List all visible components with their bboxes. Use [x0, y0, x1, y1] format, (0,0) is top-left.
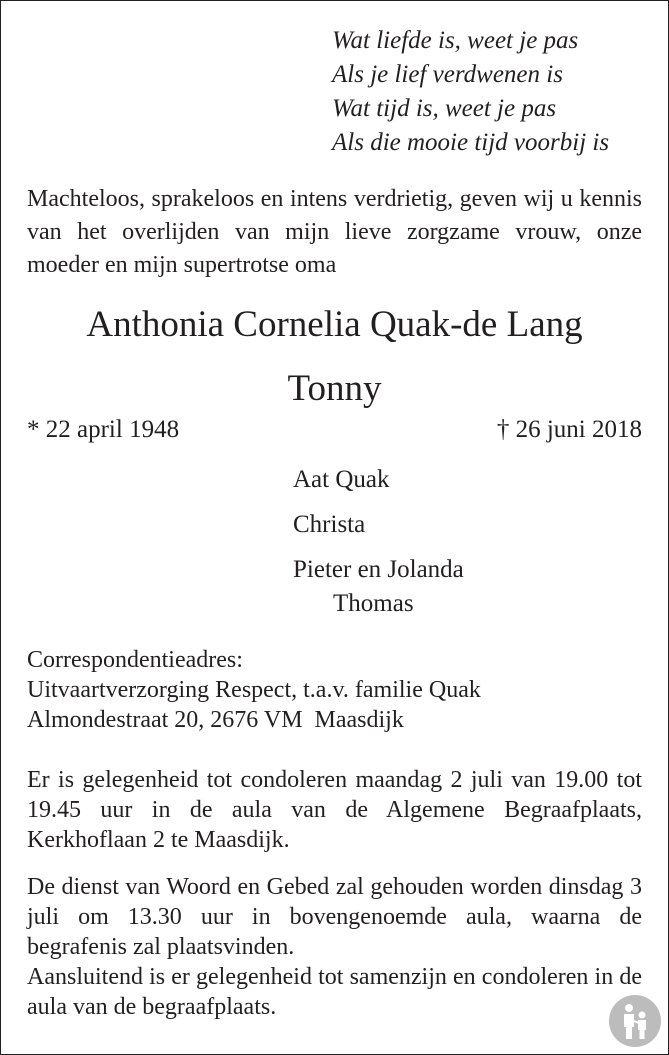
deceased-full-name: Anthonia Cornelia Quak-de Lang	[86, 304, 583, 345]
poem-line: Wat liefde is, weet je pas	[332, 27, 579, 54]
poem-line: Als je lief verdwenen is	[332, 61, 563, 88]
birth-date: * 22 april 1948	[27, 416, 180, 443]
family-member: Aat Quak	[293, 466, 390, 493]
poem	[332, 24, 609, 160]
intro-text: Machteloos, sprakeloos en intens verdrietig, geven wij u kennis van het overlijden van mijn lieve zorgzame vrouw, onze moeder en mijn supertrotse oma	[27, 186, 642, 278]
family-member: Pieter en Jolanda	[293, 556, 464, 583]
family-member: Christa	[293, 511, 366, 538]
service-paragraph: De dienst van Woord en Gebed zal gehouden worden dinsdag 3 juli om 13.30 uur in bovengenoemde aula, waarna de begrafenis zal plaatsvinden.	[27, 874, 642, 960]
memorial-figures-icon	[609, 995, 661, 1047]
poem-line: Als die mooie tijd voorbij is	[332, 129, 610, 156]
death-date: † 26 juni 2018	[496, 416, 642, 443]
deceased-nickname: Tonny	[287, 368, 382, 409]
poem-line: Wat tijd is, weet je pas	[332, 95, 557, 122]
address-heading: Correspondentieadres:	[27, 647, 243, 673]
address-line: Almondestraat 20, 2676 VM Maasdijk	[27, 707, 404, 733]
correspondence-address	[27, 645, 481, 735]
gathering-paragraph: Aansluitend is er gelegenheid tot samenzijn en condoleren in de aula van de begraafplaats.	[27, 964, 642, 1020]
address-line: Uitvaartverzorging Respect, t.a.v. familie Quak	[27, 677, 481, 703]
family-member: Thomas	[333, 590, 414, 617]
condolence-paragraph: Er is gelegenheid tot condoleren maandag 2 juli van 19.00 tot 19.45 uur in de aula van de Algemene Begraafplaats, Kerkhoflaan 2 te Maasdijk.	[27, 767, 642, 853]
